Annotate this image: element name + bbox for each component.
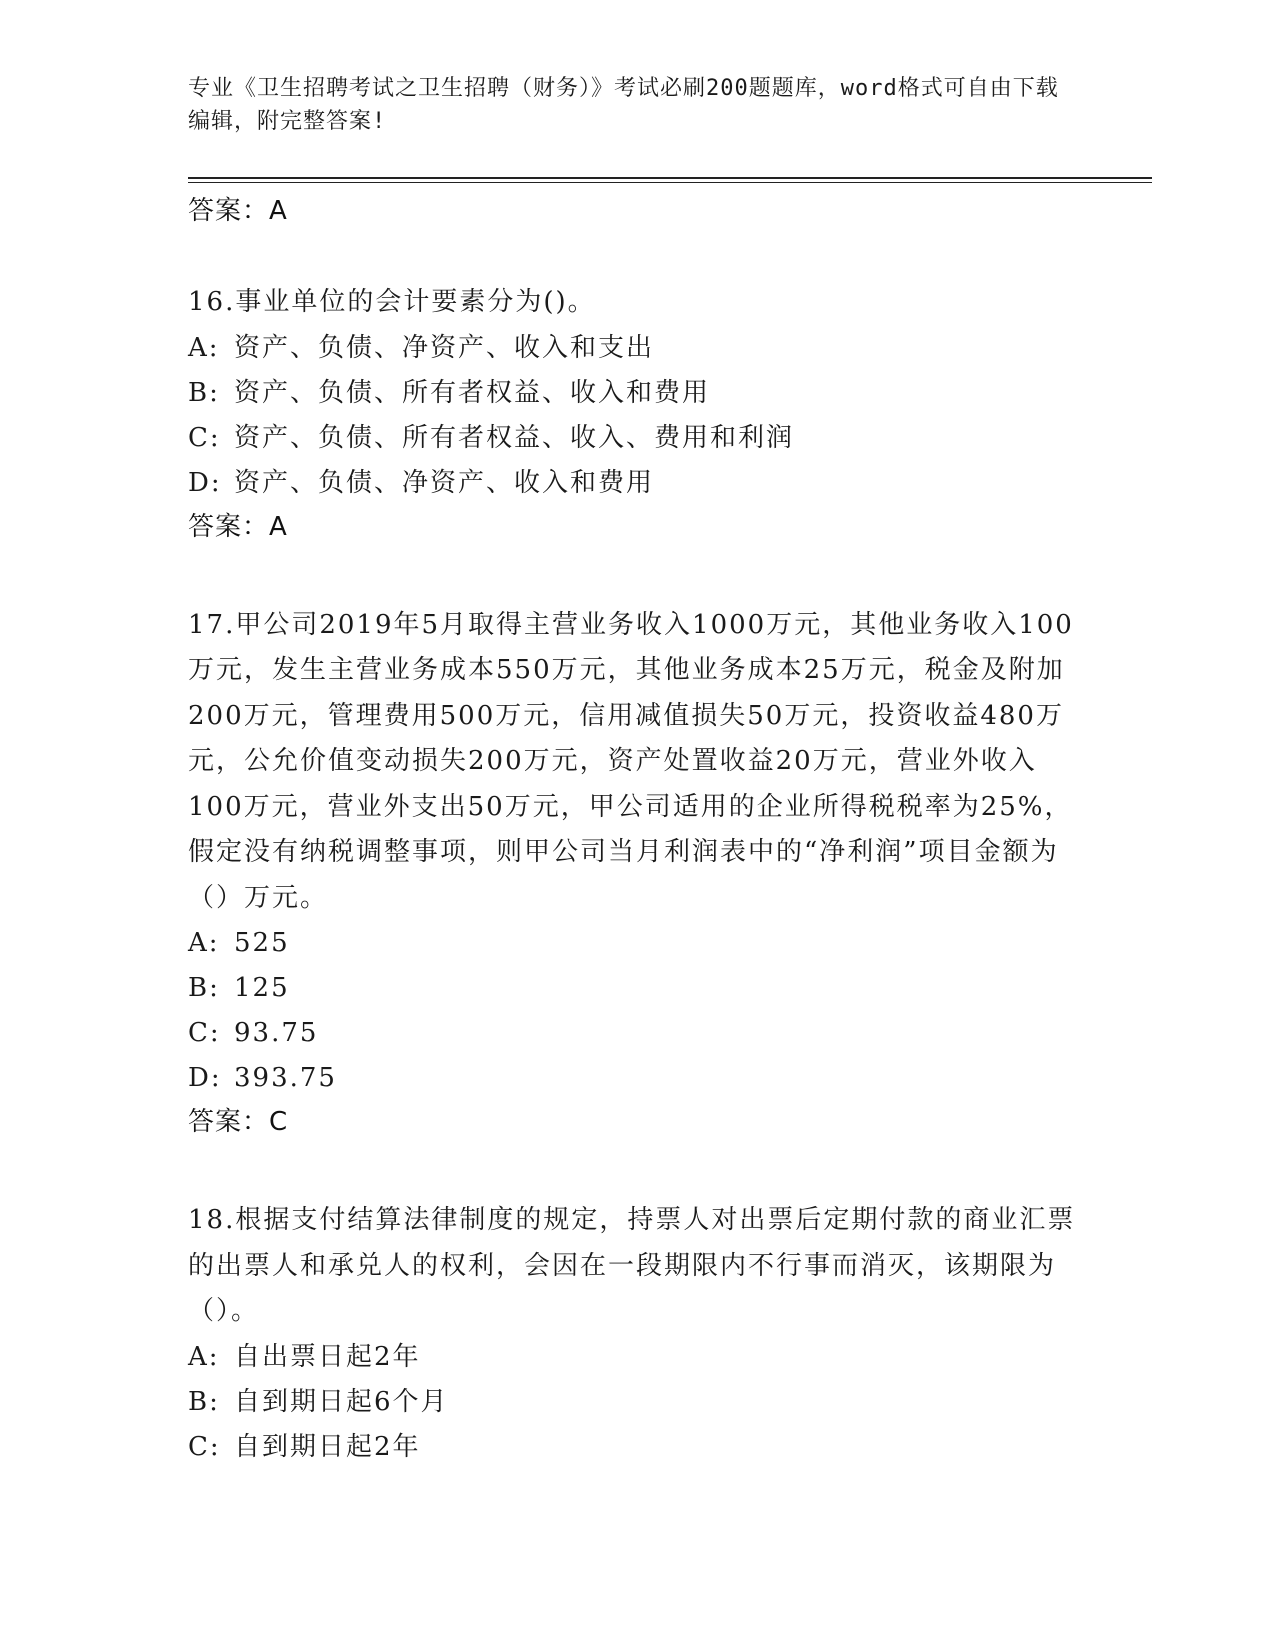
option-text: 自到期日起6个月 [234,1386,449,1417]
option-key: B: [188,1386,220,1417]
option-key: D: [188,467,222,498]
option-text: 525 [234,928,290,958]
question-stem: 16.事业单位的会计要素分为()。 [188,287,596,317]
option-text: 393.75 [234,1063,337,1093]
option-c [188,416,1088,461]
option-text: 自到期日起2年 [234,1431,421,1462]
option-a [188,921,1088,966]
option-text: 125 [234,973,290,1003]
option-key: C: [188,422,221,453]
option-key: A: [188,1341,220,1372]
option-c [188,1425,1088,1470]
option-key: B: [188,973,220,1003]
option-d [188,461,1088,506]
question-list [188,190,1088,1470]
answer-line: 答案：C [188,1107,289,1137]
previous-answer: 答案：A [188,196,288,226]
answer-line: 答案：A [188,511,288,542]
option-key: A: [188,332,220,363]
option-text: 资产、负债、净资产、收入和支出 [234,332,655,363]
option-b [188,1380,1088,1425]
question-17 [188,603,1088,1144]
option-b [188,966,1088,1011]
option-b [188,371,1088,416]
page-header: 专业《卫生招聘考试之卫生招聘（财务）》考试必刷200题题库，word格式可自由下载编辑，附完整答案! [188,76,1059,134]
option-text: 资产、负债、所有者权益、收入和费用 [234,377,711,408]
question-stem: 17.甲公司2019年5月取得主营业务收入1000万元，其他业务收入100万元，发生主营业务成本550万元，其他业务成本25万元，税金及附加200万元，管理费用500万元，信用减值损失50万元，投资收益480万元，公允价值变动损失200万元，资产处置收益20万元，营业外收入100万元，营业外支出50万元，甲公司适用的企业所得税税率为25%，假定没有纳税调整事项，则甲公司当月利润表中的“净利润”项目金额为（）万元。 [188,609,1074,913]
option-key: A: [188,928,220,958]
option-text: 自出票日起2年 [234,1341,421,1372]
header-divider-thick [188,177,1152,179]
question-18 [188,1198,1088,1470]
option-key: D: [188,1063,222,1093]
question-16 [188,280,1088,548]
option-text: 资产、负债、净资产、收入和费用 [234,467,655,498]
option-key: C: [188,1431,221,1462]
option-a [188,326,1088,371]
option-a [188,1335,1088,1380]
option-key: B: [188,377,220,408]
option-text: 资产、负债、所有者权益、收入、费用和利润 [234,422,795,453]
option-d [188,1056,1088,1101]
option-text: 93.75 [234,1018,319,1048]
question-stem: 18.根据支付结算法律制度的规定，持票人对出票后定期付款的商业汇票的出票人和承兑人的权利，会因在一段期限内不行事而消灭，该期限为（）。 [188,1205,1076,1326]
option-c [188,1011,1088,1056]
option-key: C: [188,1018,221,1048]
header-divider-thin [188,182,1152,183]
